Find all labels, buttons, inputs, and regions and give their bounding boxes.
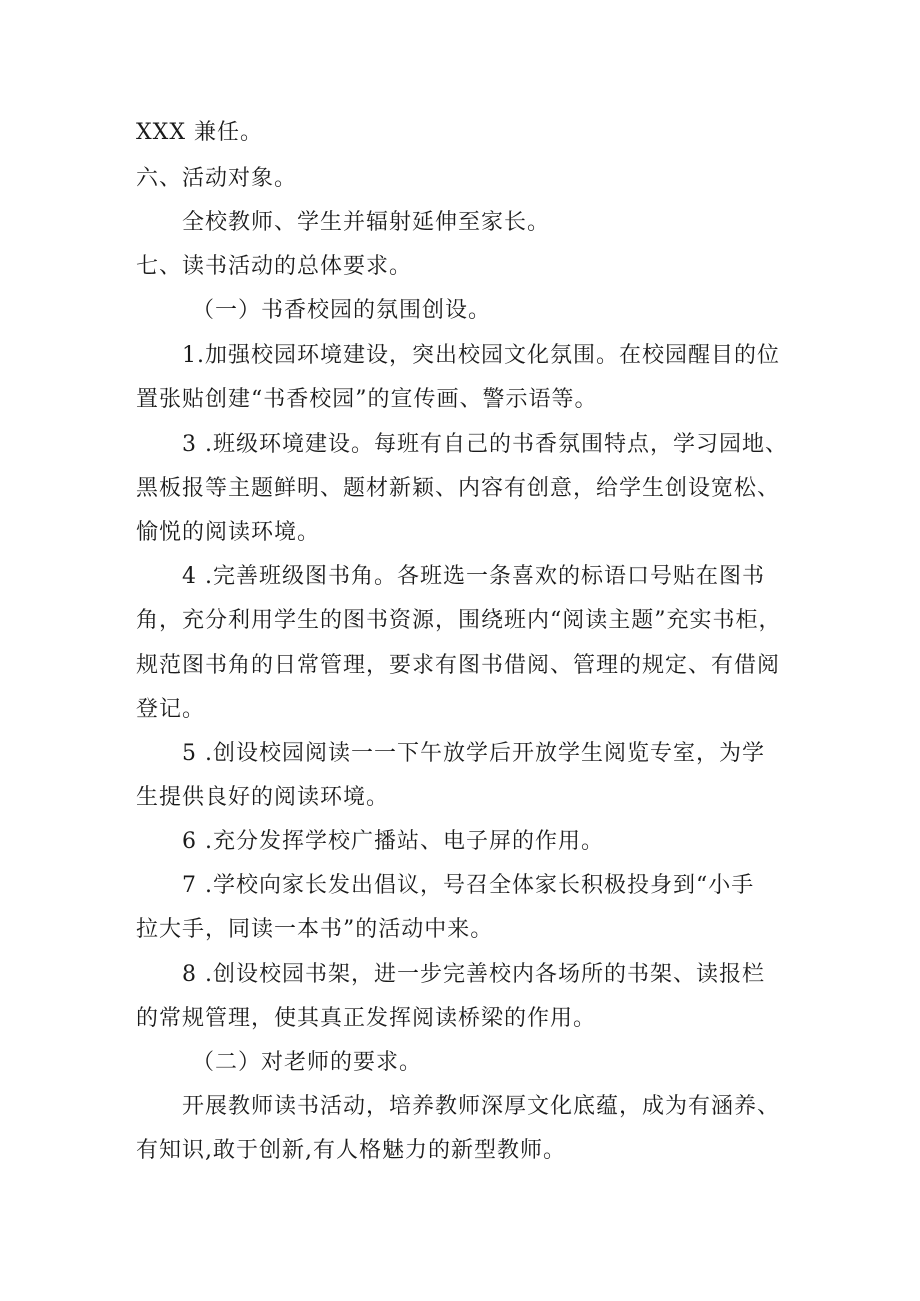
subsection-heading: （二）对老师的要求。 (192, 1050, 423, 1075)
paragraph-line: 5 .创设校园阅读一一下午放学后开放学生阅览专室，为学 (182, 741, 765, 766)
paragraph-line: 开展教师读书活动，培养教师深厚文化底蕴，成为有涵养、 (182, 1094, 781, 1119)
paragraph-line: 6 .充分发挥学校广播站、电子屏的作用。 (182, 829, 604, 854)
text-line: XXX 兼任。 (136, 120, 263, 145)
subsection-heading: （一）书香校园的氛围创设。 (192, 298, 492, 323)
paragraph-line: 4 .完善班级图书角。各班选一条喜欢的标语口号贴在图书 (182, 564, 765, 589)
section-heading: 六、活动对象。 (136, 166, 298, 191)
paragraph-line: 黑板报等主题鲜明、题材新颖、内容有创意，给学生创设宽松、 (136, 476, 781, 501)
paragraph-line: 的常规管理，使其真正发挥阅读桥梁的作用。 (136, 1006, 597, 1031)
paragraph-line: 1.加强校园环境建设，突出校园文化氛围。在校园醒目的位 (182, 343, 780, 368)
paragraph-line: 3 .班级环境建设。每班有自己的书香氛围特点，学习园地、 (182, 432, 788, 457)
paragraph-line: 拉大手，同读一本书”的活动中来。 (136, 917, 494, 942)
paragraph-line: 7 .学校向家长发出倡议，号召全体家长积极投身到“小手 (182, 873, 755, 898)
paragraph-line: 全校教师、学生并辐射延伸至家长。 (182, 210, 551, 235)
paragraph-line: 角，充分利用学生的图书资源，围绕班内“阅读主题”充实书柜， (136, 608, 782, 633)
paragraph-line: 规范图书角的日常管理，要求有图书借阅、管理的规定、有借阅 (136, 653, 781, 678)
paragraph-line: 登记。 (136, 697, 206, 722)
paragraph-line: 置张贴创建“书香校园”的宣传画、警示语等。 (136, 387, 598, 412)
section-heading: 七、读书活动的总体要求。 (136, 254, 413, 279)
paragraph-line: 有知识,敢于创新,有人格魅力的新型教师。 (136, 1138, 566, 1163)
paragraph-line: 生提供良好的阅读环境。 (136, 785, 390, 810)
paragraph-line: 愉悦的阅读环境。 (136, 520, 321, 545)
paragraph-line: 8 .创设校园书架，进一步完善校内各场所的书架、读报栏 (182, 962, 765, 987)
